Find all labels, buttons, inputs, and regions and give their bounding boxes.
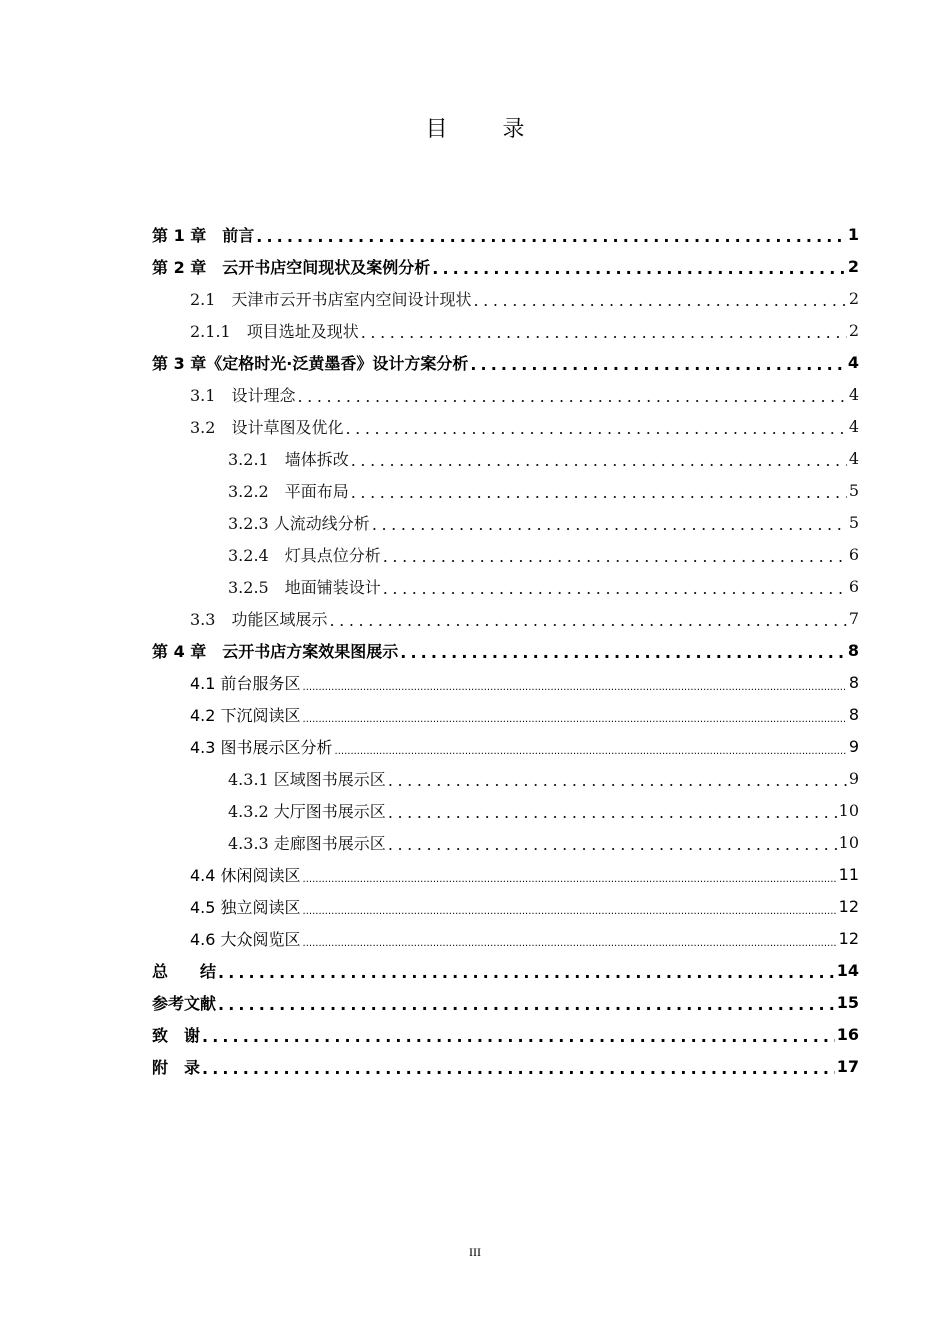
toc-entry-label: 4.2 下沉阅读区 — [190, 705, 301, 725]
toc-leader-dots — [473, 291, 846, 310]
toc-entry-label: 致 谢 — [152, 1025, 201, 1045]
title-char-2: 录 — [502, 117, 525, 142]
toc-leader-dots — [202, 1027, 835, 1046]
toc-entry-page: 2 — [848, 288, 859, 308]
toc-entry-label: 4.3.1 区域图书展示区 — [228, 769, 386, 789]
toc-entry-section-3-2-4[interactable] — [228, 540, 859, 568]
toc-entry-section-3-2-5[interactable] — [228, 572, 859, 600]
toc-entry-label: 总 结 — [152, 961, 217, 981]
toc-leader-dots — [218, 995, 835, 1014]
toc-entry-page: 16 — [836, 1024, 859, 1044]
toc-leader-dots — [351, 483, 847, 502]
toc-entry-page: 12 — [838, 928, 859, 948]
toc-entry-label: 第 3 章《定格时光·泛黄墨香》设计方案分析 — [152, 353, 469, 373]
toc-entry-section-2-1[interactable] — [190, 284, 859, 312]
toc-leader-dots — [329, 611, 846, 630]
toc-entry-chapter-1[interactable] — [152, 220, 859, 248]
toc-entry-section-3-2[interactable] — [190, 412, 859, 440]
toc-leader-dots — [372, 515, 847, 534]
toc-leader-dots — [335, 739, 847, 758]
toc-leader-dots — [218, 963, 835, 982]
toc-entry-page: 6 — [848, 544, 859, 564]
toc-leader-dots — [383, 547, 847, 566]
toc-entry-label: 4.3.3 走廊图书展示区 — [228, 833, 386, 853]
toc-leader-dots — [361, 323, 847, 342]
toc-entry-label: 参考文献 — [152, 993, 217, 1013]
toc-entry-label: 3.2.2 平面布局 — [228, 481, 349, 501]
toc-entry-page: 8 — [848, 672, 859, 692]
toc-entry-page: 10 — [838, 800, 859, 820]
toc-entry-chapter-2[interactable] — [152, 252, 859, 280]
toc-leader-dots — [400, 643, 846, 662]
toc-leader-dots — [388, 835, 837, 854]
toc-entry-page: 15 — [836, 992, 859, 1012]
toc-entry-label: 4.1 前台服务区 — [190, 673, 301, 693]
toc-entry-label: 4.3.2 大厅图书展示区 — [228, 801, 386, 821]
toc-leader-dots — [297, 387, 846, 406]
toc-entry-page: 17 — [836, 1056, 859, 1076]
toc-leader-dots — [388, 803, 837, 822]
toc-entry-label: 附 录 — [152, 1057, 201, 1077]
toc-entry-chapter-4[interactable] — [152, 636, 859, 664]
toc-entry-page: 11 — [838, 864, 859, 884]
toc-entry-page: 9 — [848, 736, 859, 756]
toc-entry-section-4-1[interactable] — [190, 668, 859, 696]
toc-entry-section-4-4[interactable] — [190, 860, 859, 888]
page-title — [0, 112, 950, 143]
toc-entry-section-3-2-2[interactable] — [228, 476, 859, 504]
toc-entry-page: 4 — [847, 352, 859, 372]
toc-entry-label: 第 2 章 云开书店空间现状及案例分析 — [152, 257, 431, 277]
toc-entry-section-4-6[interactable] — [190, 924, 859, 952]
toc-entry-page: 4 — [848, 416, 859, 436]
toc-entry-page: 8 — [848, 704, 859, 724]
toc-entry-label: 3.2 设计草图及优化 — [190, 417, 344, 437]
toc-leader-dots — [303, 675, 847, 694]
toc-entry-page: 6 — [848, 576, 859, 596]
toc-leader-dots — [345, 419, 846, 438]
toc-entry-section-3-2-1[interactable] — [228, 444, 859, 472]
toc-entry-page: 5 — [848, 512, 859, 532]
toc-entry-page: 7 — [848, 608, 859, 628]
toc-entry-section-4-5[interactable] — [190, 892, 859, 920]
title-char-1: 目 — [425, 117, 448, 142]
toc-entry-label: 4.4 休闲阅读区 — [190, 865, 301, 885]
toc-entry-section-4-3-3[interactable] — [228, 828, 859, 856]
toc-entry-label: 3.2.4 灯具点位分析 — [228, 545, 381, 565]
toc-entry-section-3-1[interactable] — [190, 380, 859, 408]
page-number-footer: III — [469, 1245, 481, 1259]
toc-entry-section-3-3[interactable] — [190, 604, 859, 632]
toc-leader-dots — [470, 355, 846, 374]
toc-entry-section-2-1-1[interactable] — [190, 316, 859, 344]
toc-entry-chapter-3[interactable] — [152, 348, 859, 376]
toc-entry-label: 3.2.5 地面铺装设计 — [228, 577, 381, 597]
toc-entry-page: 12 — [838, 896, 859, 916]
toc-entry-label: 2.1 天津市云开书店室内空间设计现状 — [190, 289, 472, 309]
toc-entry-page: 2 — [847, 256, 859, 276]
toc-entry-section-3-2-3[interactable] — [228, 508, 859, 536]
toc-entry-label: 4.6 大众阅览区 — [190, 929, 301, 949]
toc-entry-acknowledgements[interactable] — [152, 1020, 859, 1048]
toc-leader-dots — [303, 707, 847, 726]
toc-entry-section-4-3-1[interactable] — [228, 764, 859, 792]
toc-entry-page: 9 — [848, 768, 859, 788]
toc-leader-dots — [388, 771, 847, 790]
toc-entry-page: 2 — [848, 320, 859, 340]
toc-entry-label: 第 4 章 云开书店方案效果图展示 — [152, 641, 399, 661]
toc-entry-appendix[interactable] — [152, 1052, 859, 1080]
toc-entry-section-4-2[interactable] — [190, 700, 859, 728]
toc-entry-references[interactable] — [152, 988, 859, 1016]
toc-entry-label: 3.1 设计理念 — [190, 385, 296, 405]
toc-leader-dots — [256, 227, 846, 246]
toc-entry-page: 8 — [847, 640, 859, 660]
toc-entry-label: 3.2.1 墙体拆改 — [228, 449, 349, 469]
toc-leader-dots — [351, 451, 847, 470]
toc-entry-page: 14 — [836, 960, 859, 980]
toc-entry-section-4-3-2[interactable] — [228, 796, 859, 824]
toc-entry-section-4-3[interactable] — [190, 732, 859, 760]
toc-entry-page: 1 — [847, 224, 859, 244]
toc-entry-page: 5 — [848, 480, 859, 500]
toc-leader-dots — [303, 931, 837, 950]
toc-leader-dots — [303, 899, 837, 918]
toc-entry-label: 3.3 功能区域展示 — [190, 609, 328, 629]
toc-leader-dots — [202, 1059, 835, 1078]
toc-entry-label: 4.5 独立阅读区 — [190, 897, 301, 917]
toc-entry-summary[interactable] — [152, 956, 859, 984]
toc-leader-dots — [303, 867, 837, 886]
toc-leader-dots — [383, 579, 847, 598]
toc-entry-page: 10 — [838, 832, 859, 852]
toc-leader-dots — [432, 259, 846, 278]
toc-entry-page: 4 — [848, 448, 859, 468]
toc-entry-label: 第 1 章 前言 — [152, 225, 255, 245]
toc-entry-page: 4 — [848, 384, 859, 404]
toc-entry-label: 2.1.1 项目选址及现状 — [190, 321, 359, 341]
toc-entry-label: 3.2.3 人流动线分析 — [228, 513, 370, 533]
toc-entry-label: 4.3 图书展示区分析 — [190, 737, 333, 757]
